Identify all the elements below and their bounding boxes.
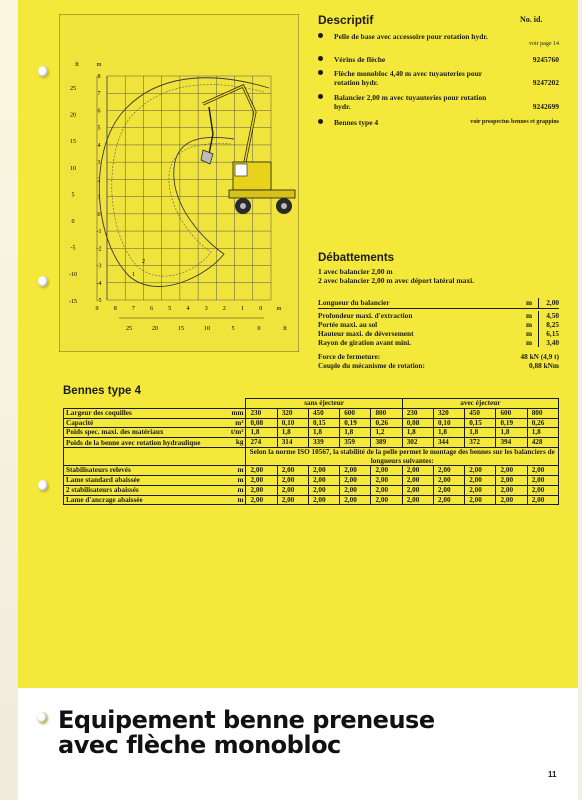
row-unit: m bbox=[219, 475, 246, 485]
group-sans-ejecteur: sans éjecteur bbox=[246, 399, 402, 409]
spec-header-row bbox=[318, 298, 559, 309]
m-tick-label: 1 bbox=[97, 194, 101, 201]
cell: 2,00 bbox=[246, 475, 277, 485]
m-tick-label: 8 bbox=[97, 74, 101, 80]
force-value: 48 kN (4,9 t) bbox=[520, 352, 559, 361]
headline-line-1: Equipement benne preneuse bbox=[58, 706, 435, 734]
row-label: Capacité bbox=[64, 418, 220, 428]
working-range-diagram bbox=[59, 14, 299, 352]
force-label: Couple du mécanisme de rotation: bbox=[318, 361, 425, 370]
cell: 2,00 bbox=[465, 495, 496, 505]
spec-label: Portée maxi. au sol bbox=[318, 320, 378, 329]
cell: 600 bbox=[340, 408, 371, 418]
bullet-icon bbox=[318, 33, 323, 38]
bottom-ft-tick: 10 bbox=[204, 326, 210, 332]
cell: 2,00 bbox=[246, 495, 277, 505]
cell: 1,8 bbox=[246, 428, 277, 438]
cell: 450 bbox=[308, 408, 339, 418]
cell: 2,00 bbox=[340, 475, 371, 485]
ft-tick-label: 20 bbox=[70, 112, 76, 119]
cell: 230 bbox=[246, 408, 277, 418]
cell: 302 bbox=[402, 438, 433, 448]
cell: 2,00 bbox=[402, 466, 433, 476]
table-row bbox=[64, 495, 559, 505]
descr-item-ref: 9242699 bbox=[532, 102, 559, 111]
group-avec-ejecteur: avec éjecteur bbox=[402, 399, 558, 409]
ft-tick-label: -10 bbox=[69, 272, 77, 279]
cell: 428 bbox=[527, 438, 558, 448]
curve-label-2: 2 bbox=[142, 259, 145, 265]
spec-row bbox=[318, 320, 559, 329]
force-label: Force de fermeture: bbox=[318, 352, 381, 361]
cell: 2,00 bbox=[402, 495, 433, 505]
spec-value: 3,40 bbox=[546, 338, 559, 347]
row-label: 2 stabilisateurs abaissés bbox=[64, 485, 220, 495]
noid-heading: No. id. bbox=[520, 15, 543, 24]
cell: 2,00 bbox=[340, 495, 371, 505]
cell: 1,8 bbox=[465, 428, 496, 438]
spec-row bbox=[318, 338, 559, 347]
force-row bbox=[318, 361, 559, 370]
headline-line-2: avec flèche monobloc bbox=[58, 731, 341, 759]
spec-value: 8,25 bbox=[546, 320, 559, 329]
cell: 2,00 bbox=[465, 485, 496, 495]
row-unit: m bbox=[219, 466, 246, 476]
cell: 1,2 bbox=[371, 428, 402, 438]
spec-unit: m bbox=[525, 298, 533, 307]
bottom-m-tick: 7 bbox=[131, 306, 135, 312]
bottom-ft-tick: ft bbox=[283, 326, 287, 332]
paper-edge bbox=[0, 0, 18, 800]
bottom-m-tick: 4 bbox=[186, 306, 190, 312]
spec-label: Hauteur maxi. de déversement bbox=[318, 329, 414, 338]
debattement-line-2: 2 avec balancier 2,00 m avec déport latéral maxi. bbox=[318, 276, 475, 285]
row-unit: m bbox=[219, 495, 246, 505]
bottom-ft-tick: 20 bbox=[152, 326, 158, 332]
spec-value: 6,15 bbox=[546, 329, 559, 338]
cell: 1,8 bbox=[496, 428, 527, 438]
cell: 0,15 bbox=[465, 418, 496, 428]
descr-item-ref: voir page 14 bbox=[529, 41, 559, 47]
bottom-m-tick: 6 bbox=[150, 306, 154, 312]
debattement-line-1: 1 avec balancier 2,00 m bbox=[318, 267, 393, 276]
row-label: Largeur des coquilles bbox=[64, 408, 220, 418]
spec-value: 2,00 bbox=[546, 298, 559, 307]
cell: 372 bbox=[465, 438, 496, 448]
cell: 0,15 bbox=[308, 418, 339, 428]
cell: 389 bbox=[371, 438, 402, 448]
cell: 2,00 bbox=[402, 485, 433, 495]
bottom-m-tick: 3 bbox=[204, 306, 208, 312]
working-range-svg bbox=[59, 14, 299, 352]
bottom-m-tick: 0 bbox=[259, 306, 263, 312]
spec-value: 4,50 bbox=[546, 311, 559, 320]
cell: 320 bbox=[277, 408, 308, 418]
m-tick-label: -4 bbox=[96, 280, 102, 287]
spec-label: Rayon de giration avant mini. bbox=[318, 338, 412, 347]
cell: 2,00 bbox=[277, 495, 308, 505]
row-label: Lame d'ancrage abaissée bbox=[64, 495, 220, 505]
descriptif-title: Descriptif bbox=[318, 13, 374, 27]
row-unit: m³ bbox=[219, 418, 246, 428]
descr-item-text: Pelle de base avec accessoire pour rotation hydr. bbox=[334, 32, 488, 41]
spec-unit: m bbox=[525, 320, 533, 329]
cell: 359 bbox=[340, 438, 371, 448]
cell: 0,19 bbox=[496, 418, 527, 428]
bottom-ft-tick: 0 bbox=[257, 326, 261, 332]
cell: 394 bbox=[496, 438, 527, 448]
m-tick-label: 4 bbox=[97, 142, 101, 149]
bottom-m-tick: 1 bbox=[241, 306, 245, 312]
cell: 1,8 bbox=[527, 428, 558, 438]
cell: 320 bbox=[433, 408, 464, 418]
row-unit: kg bbox=[219, 438, 246, 448]
ft-tick-label: 10 bbox=[70, 165, 76, 172]
spec-unit: m bbox=[525, 311, 533, 320]
table-row bbox=[64, 428, 559, 438]
ft-tick-label: 5 bbox=[71, 192, 75, 199]
spec-row bbox=[318, 311, 559, 320]
table-row bbox=[64, 475, 559, 485]
row-label: Poids de la benne avec rotation hydraulique bbox=[64, 438, 220, 448]
table-row bbox=[64, 485, 559, 495]
cell: 0,19 bbox=[340, 418, 371, 428]
descr-item-text: Balancier 2,00 m avec tuyauteries pour rotation hydr. bbox=[334, 93, 487, 111]
cell: 2,00 bbox=[277, 475, 308, 485]
cell: 274 bbox=[246, 438, 277, 448]
descr-item-ref: 9247202 bbox=[532, 78, 559, 87]
page-headline bbox=[58, 708, 435, 758]
cell: 2,00 bbox=[371, 485, 402, 495]
cell: 2,00 bbox=[277, 466, 308, 476]
cell: 0,08 bbox=[402, 418, 433, 428]
m-tick-label: 3 bbox=[97, 160, 101, 167]
cell: 2,00 bbox=[433, 495, 464, 505]
descr-item-ref: voir prospectus bennes et grappins bbox=[470, 119, 559, 125]
cell: 2,00 bbox=[277, 485, 308, 495]
bullet-icon bbox=[318, 119, 323, 124]
row-label: Stabilisateurs relevés bbox=[64, 466, 220, 476]
force-row bbox=[318, 352, 559, 361]
table-row bbox=[64, 408, 559, 418]
m-tick-label: 5 bbox=[97, 125, 101, 132]
cell: 1,8 bbox=[402, 428, 433, 438]
axis-unit-m: m bbox=[96, 62, 102, 68]
table-row bbox=[64, 466, 559, 476]
punch-hole-top bbox=[38, 66, 48, 77]
cell: 600 bbox=[496, 408, 527, 418]
cell: 2,00 bbox=[527, 485, 558, 495]
cell: 2,00 bbox=[246, 466, 277, 476]
punch-hole-bottom bbox=[37, 712, 47, 723]
cell: 2,00 bbox=[308, 495, 339, 505]
bottom-m-tick: 5 bbox=[168, 306, 172, 312]
curve-label-1: 1 bbox=[132, 272, 135, 278]
table-row bbox=[64, 418, 559, 428]
cell: 0,10 bbox=[277, 418, 308, 428]
cell: 2,00 bbox=[496, 475, 527, 485]
spec-row bbox=[318, 329, 559, 338]
descr-item-text: Bennes type 4 bbox=[334, 118, 379, 127]
cell: 2,00 bbox=[496, 485, 527, 495]
descr-item-ref: 9245760 bbox=[532, 55, 559, 64]
punch-hole-middle bbox=[38, 276, 48, 287]
row-unit: m bbox=[219, 485, 246, 495]
cell: 2,00 bbox=[246, 485, 277, 495]
cell: 2,00 bbox=[465, 475, 496, 485]
m-tick-label: 0 bbox=[97, 211, 101, 218]
spec-unit: m bbox=[525, 329, 533, 338]
cell: 2,00 bbox=[465, 466, 496, 476]
cell: 2,00 bbox=[433, 466, 464, 476]
spec-label: Longueur du balancier bbox=[318, 298, 390, 307]
bottom-ft-tick: 15 bbox=[178, 326, 184, 332]
row-unit: t/m³ bbox=[219, 428, 246, 438]
force-value: 0,88 kNm bbox=[529, 361, 559, 370]
cell: 2,00 bbox=[340, 466, 371, 476]
cell: 2,00 bbox=[496, 495, 527, 505]
m-tick-label: 2 bbox=[97, 177, 101, 184]
cell: 2,00 bbox=[371, 495, 402, 505]
table-row bbox=[64, 438, 559, 448]
cell: 2,00 bbox=[308, 475, 339, 485]
table-group-header bbox=[64, 399, 559, 409]
ft-tick-label: 15 bbox=[70, 139, 76, 146]
m-tick-label: -5 bbox=[96, 298, 102, 304]
ft-tick-label: -15 bbox=[69, 298, 77, 305]
bottom-m-tick: 9 bbox=[95, 306, 99, 312]
cell: 2,00 bbox=[527, 466, 558, 476]
cell: 2,00 bbox=[308, 466, 339, 476]
cell: 2,00 bbox=[433, 475, 464, 485]
bennes-title: Bennes type 4 bbox=[63, 385, 141, 397]
page-number: 11 bbox=[548, 770, 557, 779]
cell: 1,8 bbox=[433, 428, 464, 438]
debattements-title: Débattements bbox=[318, 252, 395, 264]
cell: 1,8 bbox=[340, 428, 371, 438]
cell: 314 bbox=[277, 438, 308, 448]
axis-unit-ft: ft bbox=[75, 62, 79, 68]
cell: 0,26 bbox=[527, 418, 558, 428]
cell: 2,00 bbox=[402, 475, 433, 485]
spec-unit: m bbox=[525, 338, 533, 347]
cell: 344 bbox=[433, 438, 464, 448]
punch-hole-lower bbox=[38, 480, 48, 491]
cell: 450 bbox=[465, 408, 496, 418]
stability-note: Selon la norme ISO 10567, la stabilité de la pelle permet le montage des bennes sur les balanciers de longueurs suivantes: bbox=[246, 447, 559, 465]
m-tick-label: -2 bbox=[96, 246, 102, 253]
cell: 2,00 bbox=[433, 485, 464, 495]
ft-tick-label: -5 bbox=[70, 245, 76, 252]
row-label: Lame standard abaissée bbox=[64, 475, 220, 485]
bottom-m-tick: m bbox=[276, 306, 282, 312]
m-tick-label: 6 bbox=[97, 108, 101, 115]
ft-tick-label: 25 bbox=[70, 86, 76, 92]
range-spec-table bbox=[318, 298, 559, 347]
cell: 2,00 bbox=[527, 475, 558, 485]
cell: 0,08 bbox=[246, 418, 277, 428]
cell: 800 bbox=[371, 408, 402, 418]
cell: 339 bbox=[308, 438, 339, 448]
descr-item-text: Vérins de flèche bbox=[334, 55, 386, 64]
bullet-icon bbox=[318, 94, 323, 99]
m-tick-label: 7 bbox=[97, 91, 101, 98]
bullet-icon bbox=[318, 56, 323, 61]
bottom-ft-tick: 5 bbox=[231, 326, 235, 332]
cell: 800 bbox=[527, 408, 558, 418]
cell: 0,26 bbox=[371, 418, 402, 428]
table-note-row bbox=[64, 447, 559, 465]
row-unit: mm bbox=[219, 408, 246, 418]
spec-label: Profondeur maxi. d'extraction bbox=[318, 311, 413, 320]
row-label: Poids spec. maxi. des matériaux bbox=[64, 428, 220, 438]
cell: 230 bbox=[402, 408, 433, 418]
cell: 2,00 bbox=[496, 466, 527, 476]
bennes-table bbox=[63, 398, 559, 505]
cell: 0,10 bbox=[433, 418, 464, 428]
descr-item-text: Flèche monobloc 4,40 m avec tuyauteries pour rotation hydr. bbox=[334, 69, 482, 87]
ft-tick-label: 0 bbox=[71, 219, 75, 225]
cell: 2,00 bbox=[371, 475, 402, 485]
m-tick-label: -1 bbox=[96, 229, 102, 236]
cell: 2,00 bbox=[308, 485, 339, 495]
bottom-m-tick: 8 bbox=[113, 306, 117, 312]
bottom-m-tick: 2 bbox=[222, 306, 226, 312]
bullet-icon bbox=[318, 70, 323, 75]
bottom-ft-tick: 25 bbox=[126, 326, 132, 332]
cell: 1,8 bbox=[277, 428, 308, 438]
cell: 1,8 bbox=[308, 428, 339, 438]
cell: 2,00 bbox=[527, 495, 558, 505]
cell: 2,00 bbox=[371, 466, 402, 476]
cell: 2,00 bbox=[340, 485, 371, 495]
m-tick-label: -3 bbox=[96, 263, 102, 270]
